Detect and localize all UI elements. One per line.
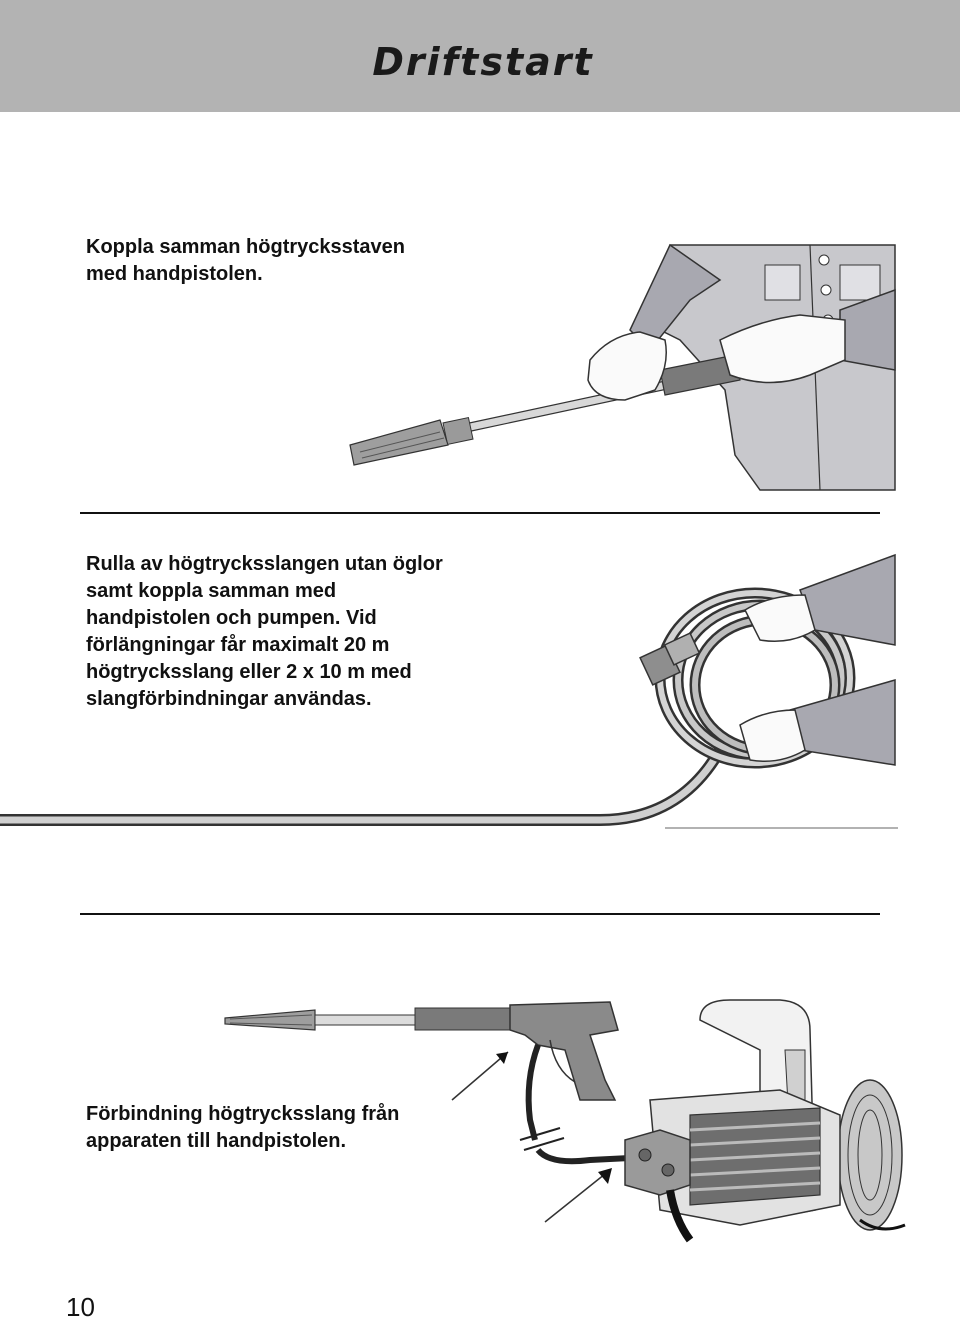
text-line: apparaten till handpistolen. — [86, 1130, 347, 1152]
text-line: Förbindning högtrycksslang från — [86, 1103, 400, 1125]
text-line: Rulla av högtrycksslangen utan öglor — [86, 553, 443, 575]
header-bar — [0, 0, 960, 112]
instruction-text-3 — [86, 1101, 526, 1155]
text-line: förlängningar får maximalt 20 m — [86, 634, 390, 656]
page-title: Driftstart — [372, 40, 594, 84]
text-line: högtrycksslang eller 2 x 10 m med — [86, 661, 412, 683]
lance-assembly-illustration — [340, 240, 900, 500]
page-number: 10 — [66, 1292, 95, 1322]
section-divider — [80, 913, 880, 915]
text-line: handpistolen och pumpen. Vid — [86, 607, 377, 629]
text-line: med handpistolen. — [86, 263, 263, 285]
section-divider — [80, 512, 880, 514]
text-line: samt koppla samman med — [86, 580, 337, 602]
text-line: slangförbindningar användas. — [86, 688, 372, 710]
hose-coil-illustration — [0, 550, 900, 840]
text-line: Koppla samman högtrycksstaven — [86, 236, 405, 258]
